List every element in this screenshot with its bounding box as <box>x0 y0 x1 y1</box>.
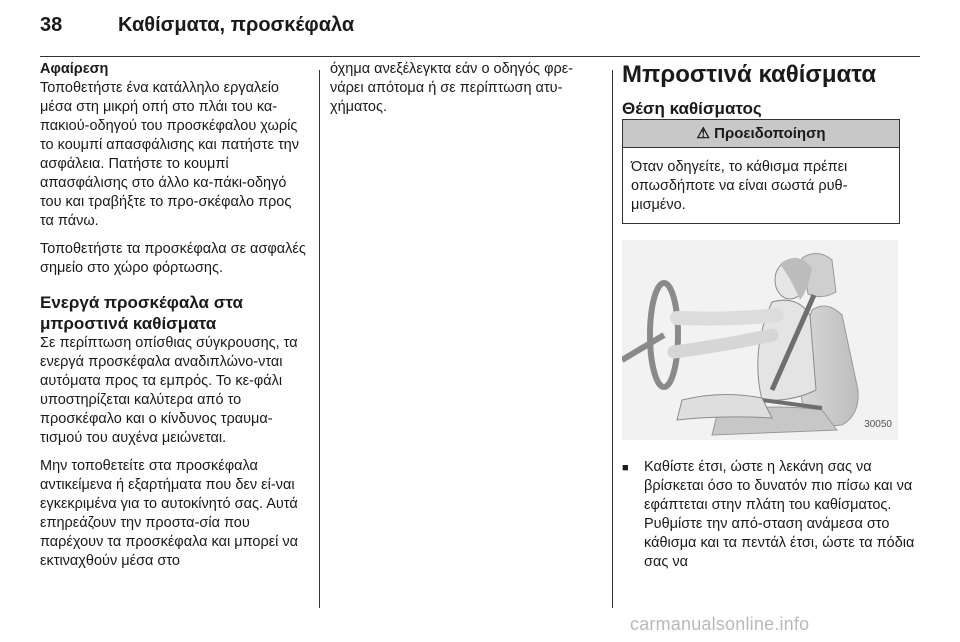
seat-position-illustration <box>622 240 898 440</box>
subsection-title: Θέση καθίσματος <box>622 99 762 118</box>
bullet-item <box>622 458 922 572</box>
warning-header <box>623 120 899 148</box>
storage-paragraph: Τοποθετήστε τα προσκέφαλα σε ασφαλές σημείο στο χώρο φόρτωσης. <box>40 241 306 276</box>
column-3 <box>622 60 922 572</box>
column-divider-right <box>612 70 613 608</box>
watermark: carmanualsonline.info <box>630 614 810 634</box>
page-number: 38 <box>40 14 63 36</box>
figure-number: 30050 <box>864 419 892 430</box>
column-divider-left <box>319 70 320 608</box>
section-title: Μπροστινά καθίσματα <box>622 61 877 88</box>
warning-text: Όταν οδηγείτε, το κάθισμα πρέπει οπωσδήποτε να είναι σωστά ρυθ-μισμένο. <box>631 159 848 213</box>
removal-paragraph: Τοποθετήστε ένα κατάλληλο εργαλείο μέσα στη μικρή οπή στο πλάι του κα-πακιού-οδηγού του προσκέφαλου χωρίς το κουμπί απασφάλισης και πατήστε την ασφάλεια. Πατήστε το κουμπί απασφάλισης στο άλλο κα-πάκι-οδηγό του και τραβήξτε το προ-σκέφαλο προς τα πάνω. <box>40 80 299 229</box>
header-rule <box>40 56 920 57</box>
column-1 <box>40 60 308 580</box>
accessories-paragraph: Μην τοποθετείτε στα προσκέφαλα αντικείμενα ή εξαρτήματα που δεν εί-ναι εγκεκριμένα για το αυτοκίνητό σας. Αυτά επηρεάζουν την προστα-σία που παρέχουν τα προσκέφαλα και μπορεί να εκτιναχθούν μέσα στο <box>40 458 299 569</box>
bullet-text: Καθίστε έτσι, ώστε η λεκάνη σας να βρίσκεται όσο το δυνατόν πιο πίσω και να εφάπτεται στην πλάτη του καθίσματος. Ρυθμίστε την από-σταση ανάμεσα στο κάθισμα και τα πεντάλ έτσι, ώστε τα πόδια σας να <box>644 459 915 570</box>
warning-title: Προειδοποίηση <box>714 125 826 142</box>
continued-paragraph: όχημα ανεξέλεγκτα εάν ο οδηγός φρε-νάρει απότομα ή σε περίπτωση ατυ-χήματος. <box>330 61 574 115</box>
driver-seat-drawing <box>622 240 898 440</box>
removal-heading: Αφαίρεση <box>40 61 109 77</box>
square-bullet-icon: ■ <box>622 462 629 474</box>
column-2 <box>330 60 600 126</box>
warning-triangle-icon: ⚠ <box>696 125 710 142</box>
page-title: Καθίσματα, προσκέφαλα <box>118 14 355 36</box>
warning-box <box>622 119 900 224</box>
active-headrests-paragraph: Σε περίπτωση οπίσθιας σύγκρουσης, τα ενεργά προσκέφαλα αναδιπλώνο-νται αυτόματα προς τα εμπρός. Το κε-φάλι υποστηρίζεται καλύτερα από το προσκέφαλο και ο κίνδυνος τραυμα-τισμού του αυχένα μειώνεται. <box>40 335 298 446</box>
active-headrests-heading: Ενεργά προσκέφαλα στα μπροστινά καθίσματα <box>40 293 243 333</box>
